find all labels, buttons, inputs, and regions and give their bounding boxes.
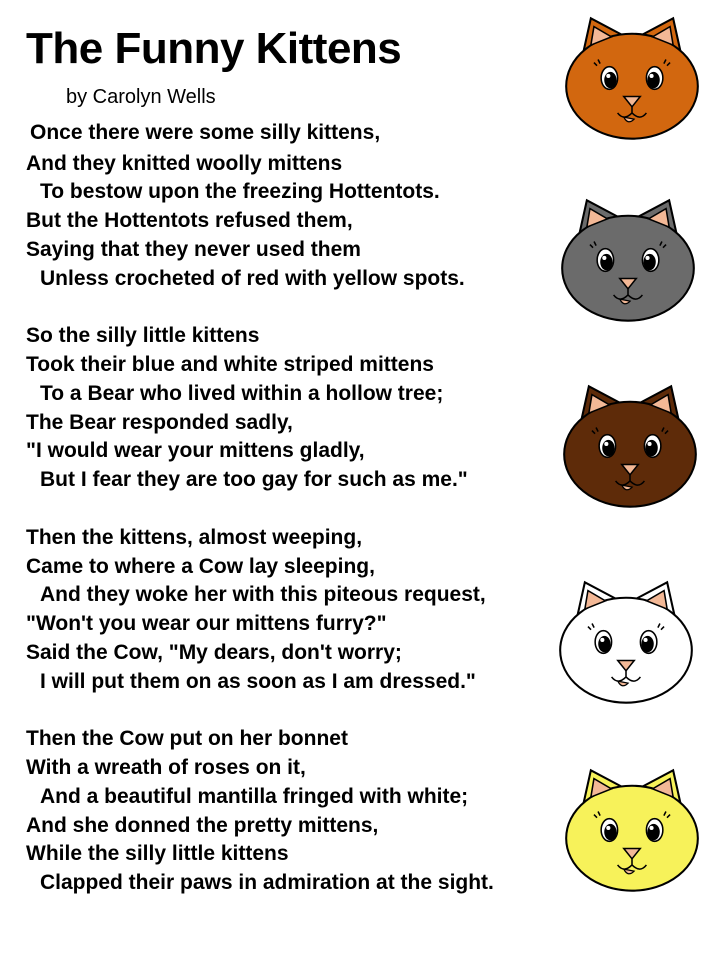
white-kitten-face-icon: [554, 578, 698, 706]
yellow-kitten-face-icon: [560, 766, 704, 894]
poem-line: But I fear they are too gay for such as me.": [40, 468, 468, 491]
poem-line: While the silly little kittens: [26, 842, 289, 865]
poem-line: "Won't you wear our mittens furry?": [26, 612, 387, 635]
poem-line: Then the kittens, almost weeping,: [26, 526, 363, 549]
poem-line: And they knitted woolly mittens: [26, 152, 343, 175]
poem-line: Said the Cow, "My dears, don't worry;: [26, 641, 402, 664]
brown-kitten-face-icon: [558, 382, 702, 510]
poem-line: Then the Cow put on her bonnet: [26, 727, 348, 750]
poem-title: The Funny Kittens: [26, 24, 402, 73]
poem-line: So the silly little kittens: [26, 324, 260, 347]
poem-line: With a wreath of roses on it,: [26, 756, 306, 779]
poem-line: And she donned the pretty mittens,: [26, 814, 379, 837]
poem-line: To bestow upon the freezing Hottentots.: [40, 180, 440, 203]
poem-line: Took their blue and white striped mittens: [26, 353, 434, 376]
poem-byline: by Carolyn Wells: [66, 86, 216, 108]
gray-kitten-face-icon: [556, 196, 700, 324]
poem-line: "I would wear your mittens gladly,: [26, 439, 365, 462]
poem-line: And a beautiful mantilla fringed with white;: [40, 785, 469, 808]
poem-line: Once there were some silly kittens,: [30, 121, 381, 144]
poem-line: Clapped their paws in admiration at the sight.: [40, 871, 494, 894]
poem-line: But the Hottentots refused them,: [26, 209, 353, 232]
poem-line: Came to where a Cow lay sleeping,: [26, 555, 375, 578]
poem-line: The Bear responded sadly,: [26, 411, 293, 434]
orange-kitten-face-icon: [560, 14, 704, 142]
poem-line: Saying that they never used them: [26, 238, 361, 261]
poem-line: Unless crocheted of red with yellow spots.: [40, 267, 465, 290]
poem-line: To a Bear who lived within a hollow tree;: [40, 382, 444, 405]
poem-line: And they woke her with this piteous request,: [40, 583, 486, 606]
poem-line: I will put them on as soon as I am dressed.": [40, 670, 476, 693]
